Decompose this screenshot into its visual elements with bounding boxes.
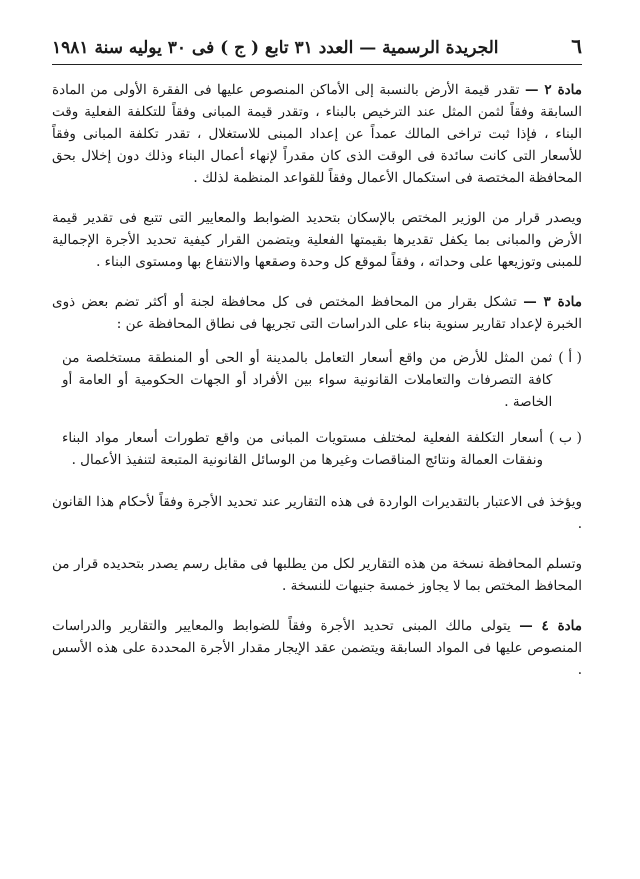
list-item-a [62,347,582,413]
page-header [52,34,582,62]
list-item-b-text: أسعار التكلفة الفعلية لمختلف مستويات المبانى من واقع تطورات أسعار مواد البناء ونفقات العمالة ونتائج المناقصات وغيرها من الوسائل القانونية المتبعة لتنفيذ الأعمال . [62,430,543,468]
article-2-label: مادة ٢ — [524,82,583,98]
header-rule [52,64,582,65]
article-3-label: مادة ٣ — [523,294,583,310]
article-4-label: مادة ٤ — [519,618,583,634]
page-number: ٦ [571,34,582,58]
article-2-paragraph-2: ويصدر قرار من الوزير المختص بالإسكان بتحديد الضوابط والمعايير التى تتبع فى تقدير قيمة الأرض والمبانى بما يكفل تقديرها بقيمتها الفعلية ويتضمن القرار كيفية تحديد الأجرة الإجمالية للمبنى وتوزيعها على وحداته ، وفقاً لموقع كل وحدة وصقعها والانتفاع بها ومستوى البناء . [52,210,582,270]
list-item-a-text: ثمن المثل للأرض من واقع أسعار التعامل بالمدينة أو الحى أو المنطقة مستخلصة من كافة التصرفات والتعاملات القانونية سواء بين الأفراد أو الجهات الحكومية أو العامة أو الخاصة . [62,350,553,410]
copies-paragraph: وتسلم المحافظة نسخة من هذه التقارير لكل من يطلبها فى مقابل رسم يصدر بتحديده قرار من المحافظ المختص بما لا يجاوز خمسة جنيهات للنسخة . [52,556,582,594]
article-2-paragraph-1 [52,79,582,189]
article-4-text: يتولى مالك المبنى تحديد الأجرة وفقاً للضوابط والمعايير والتقارير والدراسات المنصوص عليها فى المواد السابقة ويتضمن عقد الإيجار مقدار الأجرة المحددة على هذه الأسس . [52,618,582,678]
gazette-header-title: الجريدة الرسمية — العدد ٣١ تابع ( ج ) فى ٣٠ يوليه سنة ١٩٨١ [52,38,499,58]
list-marker-a: ( أ ) [558,350,582,366]
list-marker-b: ( ب ) [548,430,582,446]
article-3-text: تشكل بقرار من المحافظ المختص فى كل محافظة لجنة أو أكثر تضم بعض ذوى الخبرة لإعداد تقارير سنوية بناء على الدراسات التى تجريها فى نطاق المحافظة عن : [52,294,582,332]
article-2-text: تقدر قيمة الأرض بالنسبة إلى الأماكن المنصوص عليها فى الفقرة الأولى من المادة السابقة وفقاً لثمن المثل عند الترخيص بالبناء ، وتقدر قيمة المبانى وفقاً للتكلفة الفعلية وقت البناء ، فإذا ثبت تراخى المالك عمداً عن إعداد المبنى للاستغلال ، تقدر تكلفة المبانى وفقاً للأسعار التى كانت سائدة فى الوقت الذى كان مقدراً لإنهاء أعمال البناء وذلك دون إخلال بحق المحافظة المختصة فى استكمال الأعمال وفقاً للقواعد المنظمة لذلك . [52,82,582,186]
article-4-paragraph [52,615,582,681]
list-item-b [62,427,582,471]
consideration-paragraph: ويؤخذ فى الاعتبار بالتقديرات الواردة فى هذه التقارير عند تحديد الأجرة وفقاً لأحكام هذا القانون . [52,494,582,532]
article-3-paragraph [52,291,582,335]
